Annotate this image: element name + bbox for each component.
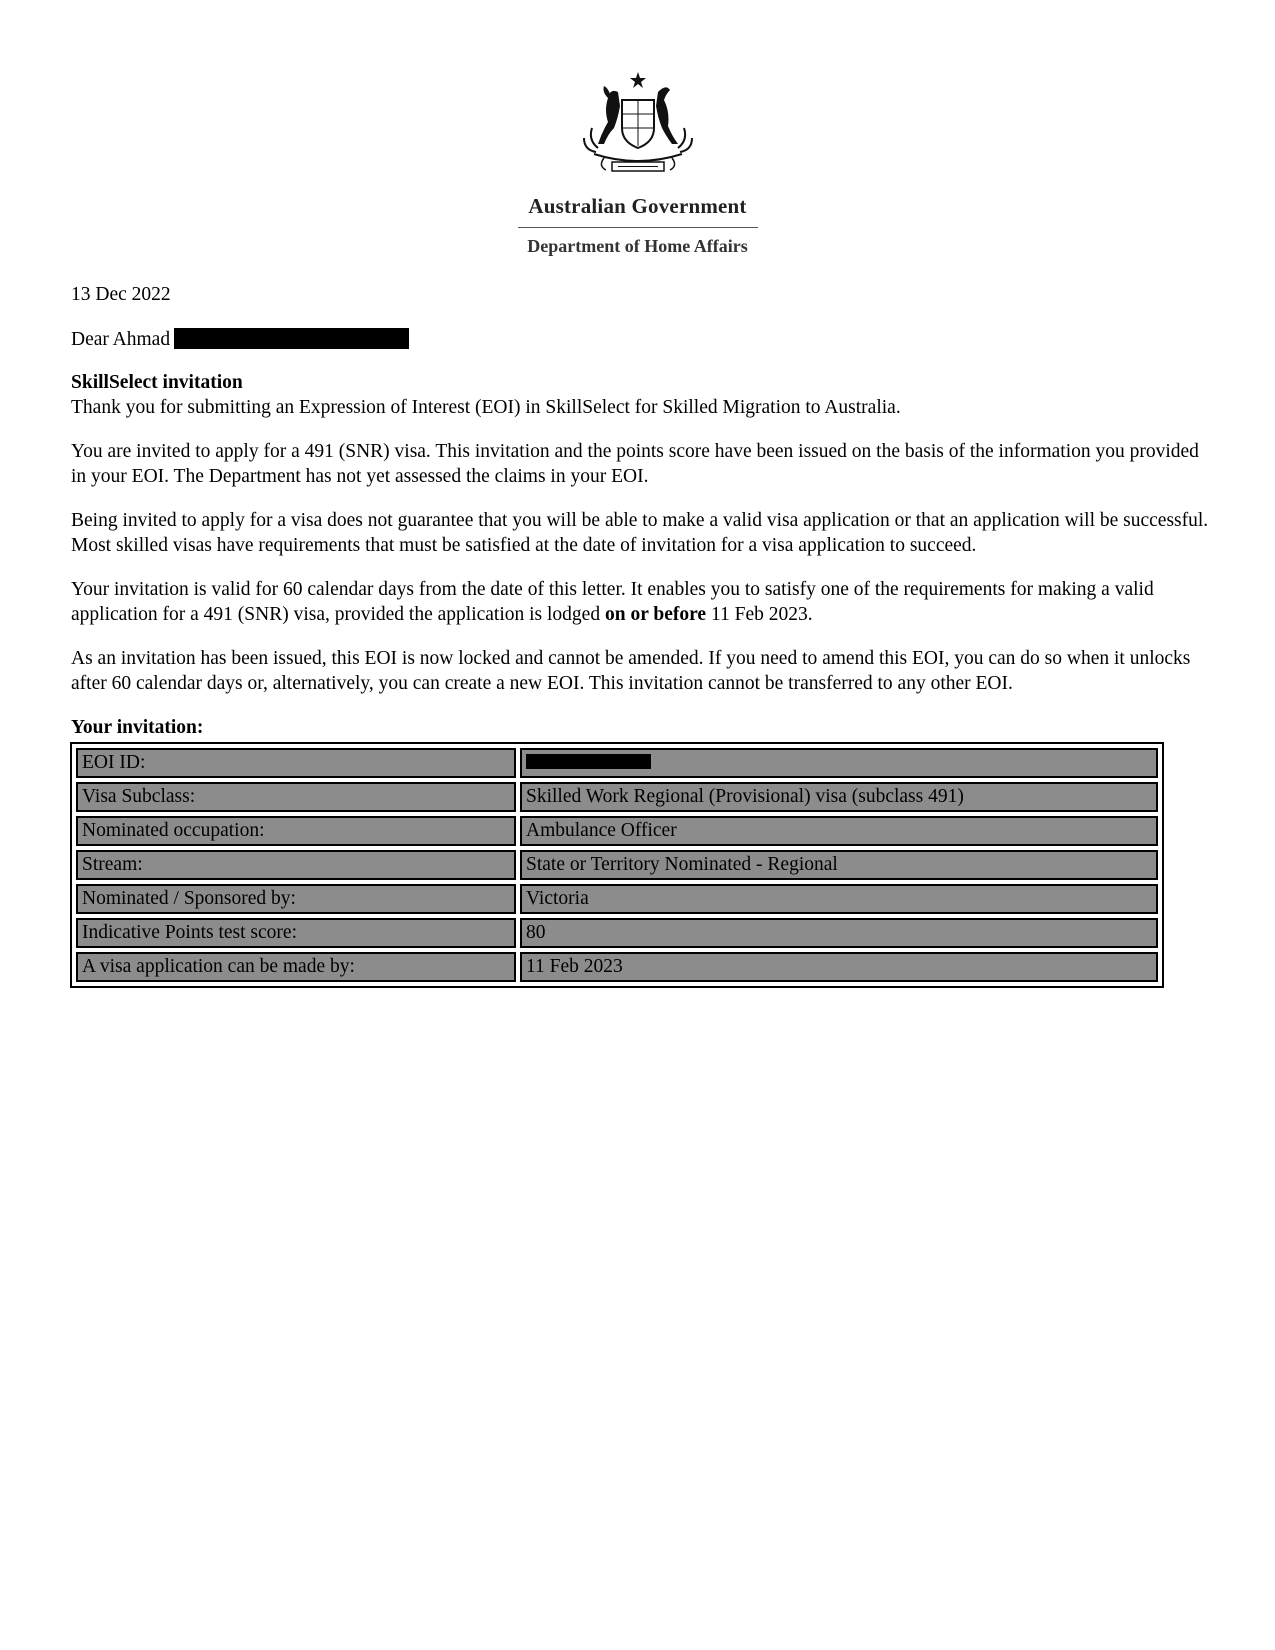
row-label: Indicative Points test score: [76,918,516,948]
intro-paragraph [71,370,1211,420]
table-row [76,918,1158,948]
row-label: Nominated / Sponsored by: [76,884,516,914]
validity-text-end: 11 Feb 2023. [706,604,813,625]
letter-date: 13 Dec 2022 [71,284,171,305]
row-value: 11 Feb 2023 [520,952,1158,982]
row-value: 80 [520,918,1158,948]
invited-paragraph: You are invited to apply for a 491 (SNR) visa. This invitation and the points score have been issued on the basis of the information you provided in your EOI. The Department has not yet assessed the claims in your EOI. [71,441,1199,487]
salutation: Dear Ahmad [71,329,171,350]
row-label: Nominated occupation: [76,816,516,846]
validity-paragraph [71,577,1211,627]
row-label: Visa Subclass: [76,782,516,812]
row-label: Stream: [76,850,516,880]
letterhead [0,70,1275,257]
letterhead-divider [518,227,758,228]
table-row [76,884,1158,914]
row-value [520,748,1158,778]
row-value: Ambulance Officer [520,816,1158,846]
redacted-surname [174,328,409,349]
row-value: Skilled Work Regional (Provisional) visa (subclass 491) [520,782,1158,812]
row-label: EOI ID: [76,748,516,778]
salutation-line [71,327,1211,352]
validity-text-start: Your invitation is valid for 60 calendar days from the date of this letter. It enables you to satisfy one of the requirements for making a valid application for a 491 (SNR) visa, provided the application is lodged [71,579,1154,625]
invitation-heading: Your invitation: [71,717,204,738]
guarantee-paragraph: Being invited to apply for a visa does not guarantee that you will be able to make a valid visa application or that an application will be successful. Most skilled visas have requirements that must be satisfied at the date of invitation for a visa application to succeed. [71,510,1209,556]
table-row [76,952,1158,982]
locked-paragraph: As an invitation has been issued, this EOI is now locked and cannot be amended. If you need to amend this EOI, you can do so when it unlocks after 60 calendar days or, alternatively, you can create a new EOI. This invitation cannot be transferred to any other EOI. [71,648,1191,694]
row-value: State or Territory Nominated - Regional [520,850,1158,880]
redacted-eoi-id [526,754,651,769]
table-row [76,850,1158,880]
table-row [76,782,1158,812]
coat-of-arms-icon [578,70,698,180]
row-value: Victoria [520,884,1158,914]
department-name: Department of Home Affairs [527,236,748,256]
row-label: A visa application can be made by: [76,952,516,982]
table-row [76,748,1158,778]
table-row [76,816,1158,846]
intro-text: Thank you for submitting an Expression of Interest (EOI) in SkillSelect for Skilled Migration to Australia. [71,397,901,418]
letter-body [71,282,1211,988]
validity-text-bold: on or before [604,604,707,625]
section-heading: SkillSelect invitation [71,372,243,393]
invitation-table [70,742,1164,988]
government-name: Australian Government [528,194,747,218]
